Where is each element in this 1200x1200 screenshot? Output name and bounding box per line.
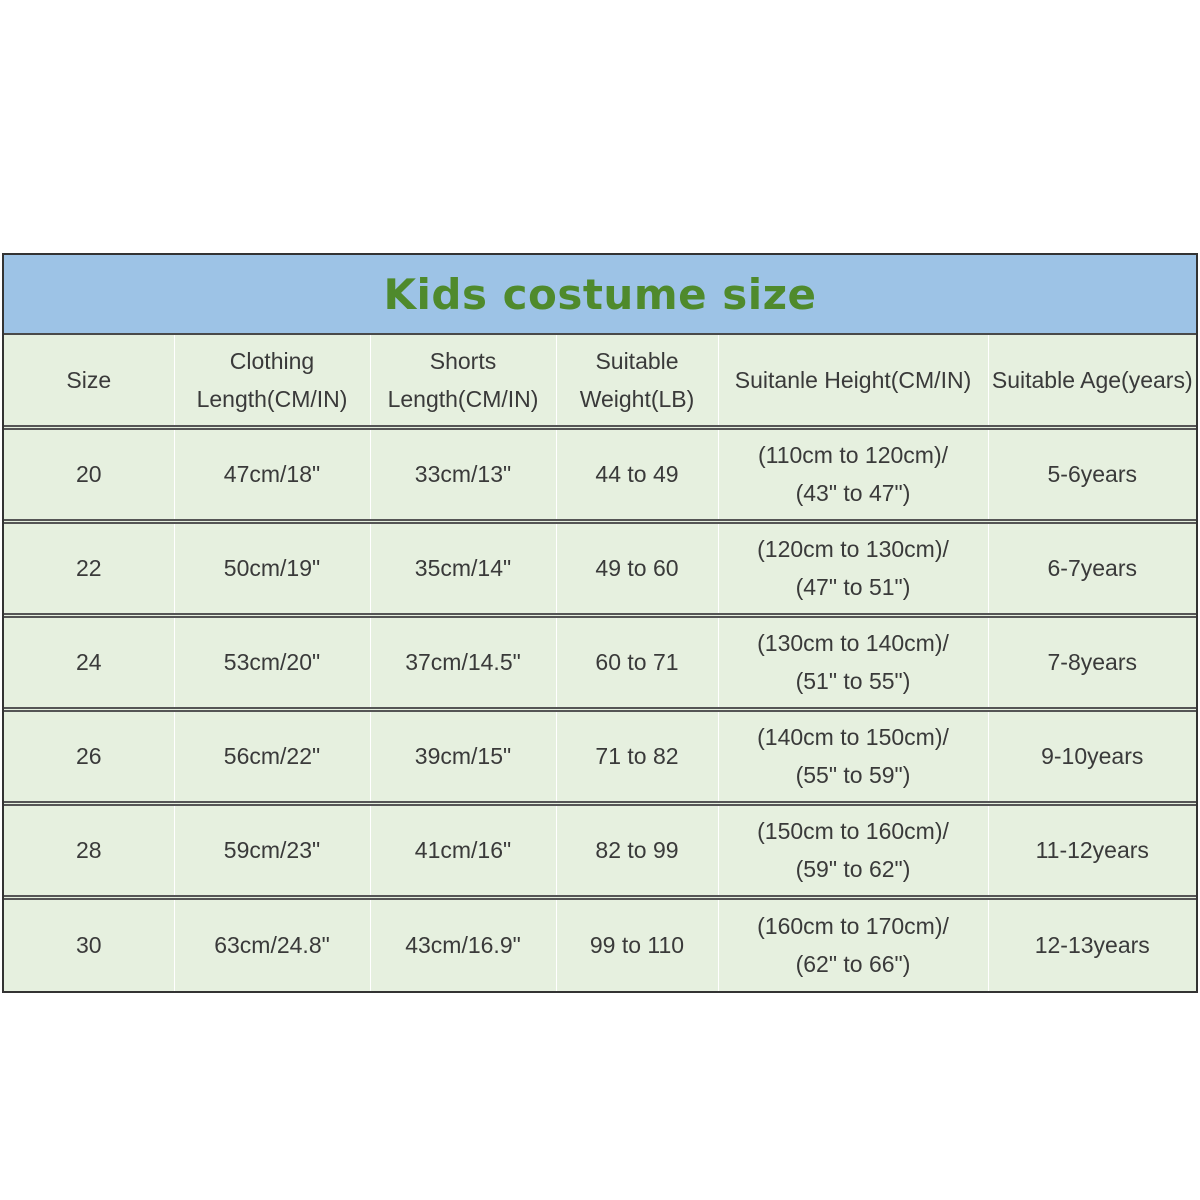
table-row xyxy=(4,897,1196,991)
cell-height xyxy=(718,897,988,991)
table-row xyxy=(4,427,1196,521)
cell-size: 24 xyxy=(75,649,102,675)
cell-age: 9-10years xyxy=(988,709,1196,803)
cell-height xyxy=(718,427,988,521)
cell-height-cm: (160cm to 170cm)/ xyxy=(757,913,949,940)
cell-height-in: (43" to 47") xyxy=(795,480,911,506)
header-row xyxy=(4,335,1196,427)
header-clothing-line1: Clothing xyxy=(229,347,315,374)
cell-height-in: (55" to 59") xyxy=(795,762,911,788)
cell-age: 12-13years xyxy=(988,897,1196,991)
header-clothing-length xyxy=(174,335,370,427)
cell-height-cm: (140cm to 150cm)/ xyxy=(757,724,949,750)
cell-age: 7-8years xyxy=(988,615,1196,709)
cell-weight: 71 to 82 xyxy=(556,709,718,803)
table-row xyxy=(4,709,1196,803)
cell-weight: 60 to 71 xyxy=(556,615,718,709)
header-height xyxy=(718,335,988,427)
cell-shorts-length: 41cm/16" xyxy=(370,803,556,897)
table-row xyxy=(4,803,1196,897)
cell-age: 11-12years xyxy=(988,803,1196,897)
header-shorts-line1: Shorts xyxy=(429,347,497,374)
table-row xyxy=(4,521,1196,615)
cell-size: 26 xyxy=(75,743,102,769)
cell-clothing-length: 47cm/18" xyxy=(174,427,370,521)
cell-height xyxy=(718,615,988,709)
cell-height-cm: (130cm to 140cm)/ xyxy=(757,630,949,656)
cell-clothing-length: 53cm/20" xyxy=(174,615,370,709)
cell-height-in: (62" to 66") xyxy=(795,951,911,978)
cell-height xyxy=(718,521,988,615)
cell-clothing-length: 50cm/19" xyxy=(174,521,370,615)
header-size-label: Size xyxy=(66,366,112,393)
cell-height xyxy=(718,803,988,897)
cell-shorts-length: 43cm/16.9" xyxy=(370,897,556,991)
cell-size: 28 xyxy=(75,837,102,863)
header-weight xyxy=(556,335,718,427)
header-age xyxy=(988,335,1196,427)
title-bar xyxy=(4,255,1196,335)
cell-height xyxy=(718,709,988,803)
cell-clothing-length: 56cm/22" xyxy=(174,709,370,803)
cell-height-cm: (120cm to 130cm)/ xyxy=(757,536,949,562)
cell-clothing-length: 59cm/23" xyxy=(174,803,370,897)
cell-shorts-length: 33cm/13" xyxy=(370,427,556,521)
cell-clothing-length: 63cm/24.8" xyxy=(174,897,370,991)
cell-shorts-length: 37cm/14.5" xyxy=(370,615,556,709)
cell-size: 22 xyxy=(75,555,102,581)
size-table xyxy=(4,335,1196,991)
header-height-label: Suitanle Height(CM/IN) xyxy=(734,366,972,393)
cell-size: 20 xyxy=(75,461,102,487)
cell-weight: 82 to 99 xyxy=(556,803,718,897)
header-shorts-line2: Length(CM/IN) xyxy=(387,385,539,412)
header-weight-line2: Weight(LB) xyxy=(579,385,695,412)
cell-height-cm: (110cm to 120cm)/ xyxy=(757,442,949,468)
header-weight-line1: Suitable xyxy=(595,347,679,374)
header-size xyxy=(4,335,174,427)
chart-title: Kids costume size xyxy=(383,269,817,319)
header-age-label: Suitable Age(years) xyxy=(991,366,1193,393)
cell-age: 5-6years xyxy=(988,427,1196,521)
header-clothing-line2: Length(CM/IN) xyxy=(196,385,348,412)
cell-weight: 49 to 60 xyxy=(556,521,718,615)
cell-size: 30 xyxy=(75,932,102,959)
table-row xyxy=(4,615,1196,709)
size-chart xyxy=(2,253,1198,993)
cell-height-in: (59" to 62") xyxy=(795,856,911,882)
cell-height-in: (51" to 55") xyxy=(795,668,911,694)
cell-shorts-length: 39cm/15" xyxy=(370,709,556,803)
cell-shorts-length: 35cm/14" xyxy=(370,521,556,615)
cell-height-cm: (150cm to 160cm)/ xyxy=(757,818,949,844)
cell-age: 6-7years xyxy=(988,521,1196,615)
cell-weight: 44 to 49 xyxy=(556,427,718,521)
header-shorts-length xyxy=(370,335,556,427)
cell-weight: 99 to 110 xyxy=(556,897,718,991)
cell-height-in: (47" to 51") xyxy=(795,574,911,600)
